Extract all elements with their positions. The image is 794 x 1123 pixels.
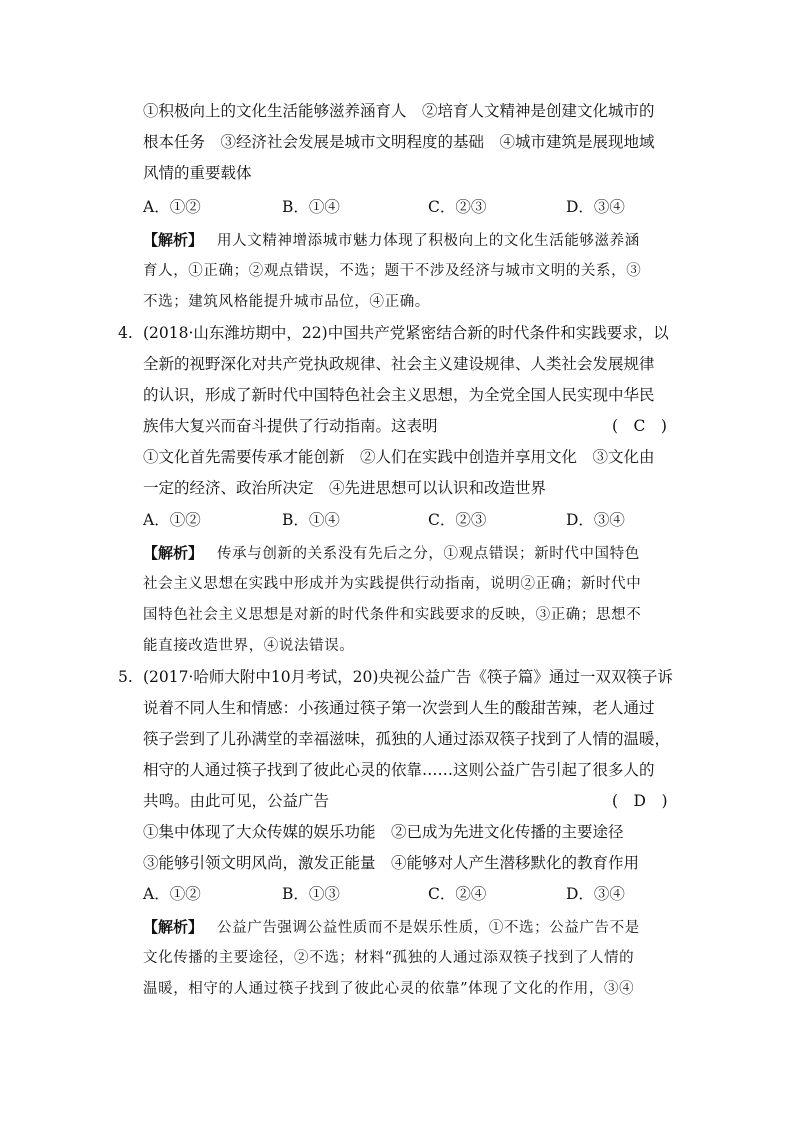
q3-option-a: A．①② — [143, 198, 201, 216]
q4-option-c: C．②③ — [428, 511, 487, 529]
q5-explanation-line-1: 【解析】 公益广告强调公益性质而不是娱乐性质，①不选；公益广告不是 — [143, 918, 640, 936]
q5-stem-line-3: 筷子尝到了儿孙满堂的幸福滋味，孤独的人通过添双筷子找到了人情的温暖， — [143, 730, 671, 748]
q4-stem-line-3: 的认识，形成了新时代中国特色社会主义思想，为全党全国人民实现中华民 — [143, 386, 655, 404]
q4-explanation-line-4: 能直接改造世界，④说法错误。 — [143, 638, 355, 654]
q4-statements-line-2: 一定的经济、政治所决定 ④先进思想可以认识和改造世界 — [143, 479, 547, 497]
q5-option-d: D．③④ — [566, 885, 625, 903]
q5-explanation-line-2: 文化传播的主要途径，②不选；材料“孤独的人通过添双筷子找到了人情的 — [143, 950, 635, 966]
q4-answer: ( C ) — [612, 417, 667, 435]
q3-option-c: C．②③ — [428, 198, 487, 216]
q5-stem-line-5: 共鸣。由此可见，公益广告 — [143, 792, 330, 810]
q3-explanation-line-2: 育人，①正确；②观点错误，不选；题干不涉及经济与城市文明的关系，③ — [143, 263, 642, 279]
q4-number: 4. — [118, 324, 133, 342]
explanation-tag: 【解析】 — [143, 918, 204, 936]
q5-option-b: B．①③ — [282, 885, 340, 903]
q3-statements-line-2: 根本任务 ③经济社会发展是城市文明程度的基础 ④城市建筑是展现地域 — [143, 133, 655, 151]
q3-explanation-line-1: 【解析】 用人文精神增添城市魅力体现了积极向上的文化生活能够滋养涵 — [143, 231, 640, 249]
q5-statements-line-1: ①集中体现了大众传媒的娱乐功能 ②已成为先进文化传播的主要途径 — [143, 823, 624, 841]
q4-stem-line-2: 全新的视野深化对共产党执政规律、社会主义建设规律、人类社会发展规律 — [143, 355, 655, 373]
q4-option-a: A．①② — [143, 511, 201, 529]
q3-option-d: D．③④ — [566, 198, 625, 216]
q5-stem-line-1: (2017·哈师大附中10月考试，20)央视公益广告《筷子篇》通过一双双筷子诉 — [143, 668, 673, 686]
q5-number: 5. — [118, 668, 133, 686]
q4-option-d: D．③④ — [566, 511, 625, 529]
q5-answer: ( D ) — [612, 792, 668, 810]
q3-explanation-line-3: 不选；建筑风格能提升城市品位，④正确。 — [143, 294, 430, 310]
q4-stem-line-1: (2018·山东潍坊期中，22)中国共产党紧密结合新的时代条件和实践要求，以 — [143, 324, 669, 342]
q4-explanation-line-3: 国特色社会主义思想是对新的时代条件和实践要求的反映，③正确；思想不 — [143, 607, 642, 623]
q5-option-c: C．②④ — [428, 885, 487, 903]
q5-explanation-line-3: 温暖，相守的人通过筷子找到了彼此心灵的依靠”体现了文化的作用，③④ — [143, 981, 635, 997]
q5-stem-line-2: 说着不同人生和情感：小孩通过筷子第一次尝到人生的酸甜苦辣，老人通过 — [143, 699, 655, 717]
q3-statements-line-1: ①积极向上的文化生活能够滋养涵育人 ②培育人文精神是创建文化城市的 — [143, 102, 655, 120]
explanation-tag: 【解析】 — [143, 544, 204, 562]
q5-statements-line-2: ③能够引领文明风尚，激发正能量 ④能够对人产生潜移默化的教育作用 — [143, 854, 640, 872]
q5-stem-line-4: 相守的人通过筷子找到了彼此心灵的依靠……这则公益广告引起了很多人的 — [143, 761, 655, 779]
q3-statements-line-3: 风情的重要载体 — [143, 164, 252, 182]
q4-statements-line-1: ①文化首先需要传承才能创新 ②人们在实践中创造并享用文化 ③文化由 — [143, 448, 655, 466]
explanation-tag: 【解析】 — [143, 231, 204, 249]
q4-explanation-line-2: 社会主义思想在实践中形成并为实践提供行动指南，说明②正确；新时代中 — [143, 576, 642, 592]
q5-option-a: A．①② — [143, 885, 201, 903]
q4-explanation-line-1: 【解析】 传承与创新的关系没有先后之分，①观点错误；新时代中国特色 — [143, 544, 640, 562]
q3-option-b: B．①④ — [282, 198, 340, 216]
q4-option-b: B．①④ — [282, 511, 340, 529]
q4-stem-line-4: 族伟大复兴而奋斗提供了行动指南。这表明 — [143, 417, 438, 435]
